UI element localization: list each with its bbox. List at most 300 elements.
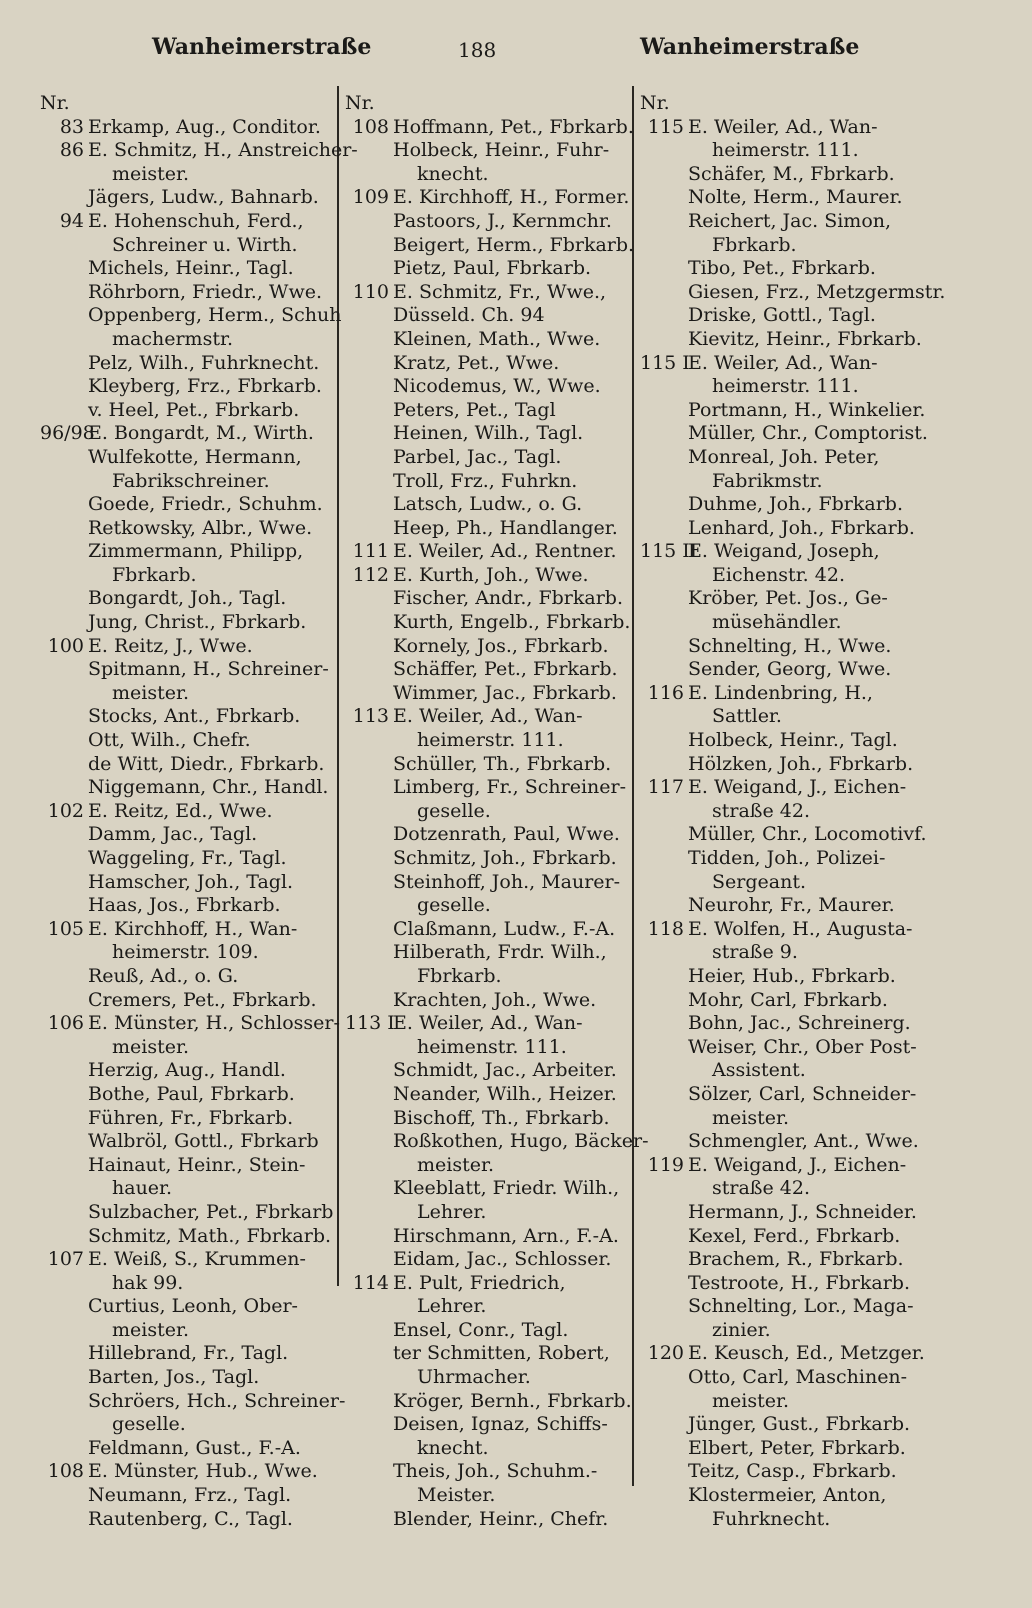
entry-text: Kornely, Jos., Fbrkarb.: [393, 634, 609, 657]
entry-text: Schmidt, Jac., Arbeiter.: [393, 1059, 617, 1082]
entry-text: Haas, Jos., Fbrkarb.: [88, 894, 281, 917]
directory-entry-line: [40, 1225, 330, 1249]
directory-entry-line: [40, 1272, 330, 1296]
entry-text: Kleinen, Math., Wwe.: [393, 327, 601, 350]
entry-text: E. Bongardt, M., Wirth.: [88, 422, 314, 445]
directory-entry-line: [640, 1225, 970, 1249]
entry-text: E. Weiler, Ad., Wan-: [393, 1012, 583, 1035]
directory-entry-line: [640, 1366, 970, 1390]
directory-entry-line: [640, 682, 970, 706]
directory-entry-line: [40, 163, 330, 187]
entry-text: Schreiner u. Wirth.: [112, 233, 298, 256]
entry-text: Schnelting, Lor., Maga-: [688, 1295, 914, 1318]
directory-entry-line: [345, 186, 645, 210]
directory-entry-line: [640, 800, 970, 824]
entry-text: E. Münster, Hub., Wwe.: [88, 1460, 318, 1483]
entry-text: Claßmann, Ludw., F.-A.: [393, 917, 616, 940]
directory-entry-line: [40, 1177, 330, 1201]
entry-text: Peters, Pet., Tagl: [393, 398, 556, 421]
directory-entry-line: [40, 941, 330, 965]
entry-text: Hölzken, Joh., Fbrkarb.: [688, 752, 914, 775]
directory-entry-line: [640, 1130, 970, 1154]
house-number: 113 I: [345, 1012, 395, 1035]
directory-entry-line: [345, 611, 645, 635]
entry-text: Führen, Fr., Fbrkarb.: [88, 1106, 294, 1129]
column-2: [345, 92, 649, 1542]
directory-entry-line: [640, 776, 970, 800]
entry-text: heimenstr. 111.: [417, 1035, 567, 1058]
directory-entry-line: [640, 234, 970, 258]
entry-text: Rautenberg, C., Tagl.: [88, 1507, 293, 1530]
house-number: 119: [647, 1153, 684, 1176]
entry-text: E. Lindenbring, H.,: [688, 681, 873, 704]
directory-entry-line: [640, 1248, 970, 1272]
directory-entry-line: [345, 564, 645, 588]
house-number: 108: [47, 1460, 84, 1483]
house-number: 115 I: [640, 351, 690, 374]
entry-text: Uhrmacher.: [417, 1366, 531, 1389]
entry-text: Monreal, Joh. Peter,: [688, 445, 880, 468]
directory-entry-line: [640, 635, 970, 659]
house-number: 94: [59, 209, 84, 232]
directory-entry-line: [40, 1036, 330, 1060]
entry-text: meister.: [417, 1153, 495, 1176]
entry-text: hak 99.: [112, 1271, 184, 1294]
directory-entry-line: [40, 540, 330, 564]
directory-entry-line: [40, 139, 358, 163]
entry-text: Wulfekotte, Hermann,: [88, 445, 302, 468]
directory-entry-line: [40, 918, 330, 942]
entry-text: Oppenberg, Herm., Schuh: [88, 304, 342, 327]
directory-entry-line: [345, 776, 645, 800]
entry-text: Brachem, R., Fbrkarb.: [688, 1248, 904, 1271]
house-number: 112: [352, 563, 389, 586]
entry-text: Kexel, Ferd., Fbrkarb.: [688, 1224, 901, 1247]
directory-entry-line: [345, 304, 645, 328]
directory-entry-line: [345, 1036, 645, 1060]
entry-text: E. Hohenschuh, Ferd.,: [88, 209, 304, 232]
directory-entry-line: [640, 1107, 970, 1131]
entry-text: Ensel, Conr., Tagl.: [393, 1318, 569, 1341]
directory-entry-line: [345, 540, 645, 564]
directory-entry-line: [640, 918, 970, 942]
entry-text: Hainaut, Heinr., Stein-: [88, 1153, 306, 1176]
directory-entry-line: [345, 281, 645, 305]
entry-text: Niggemann, Chr., Handl.: [88, 776, 329, 799]
entry-text: Schnelting, H., Wwe.: [688, 634, 892, 657]
directory-entry-line: [40, 989, 330, 1013]
entry-text: heimerstr. 111.: [417, 729, 564, 752]
entry-text: Retkowsky, Albr., Wwe.: [88, 516, 313, 539]
directory-entry-line: [345, 1083, 645, 1107]
entry-text: Lehrer.: [417, 1200, 487, 1223]
directory-entry-line: [345, 871, 645, 895]
directory-entry-line: [40, 682, 330, 706]
entry-text: Bothe, Paul, Fbrkarb.: [88, 1082, 295, 1105]
entry-text: heimerstr. 109.: [112, 941, 259, 964]
directory-entry-line: [640, 1272, 970, 1296]
directory-entry-line: [40, 705, 330, 729]
directory-entry-line: [345, 375, 645, 399]
entry-text: E. Weiler, Ad., Wan-: [688, 351, 878, 374]
directory-entry-line: [345, 587, 645, 611]
entry-text: Stocks, Ant., Fbrkarb.: [88, 705, 301, 728]
directory-entry-line: [40, 800, 330, 824]
entry-text: Ott, Wilh., Chefr.: [88, 729, 251, 752]
directory-entry-line: [640, 116, 970, 140]
directory-entry-line: [40, 776, 330, 800]
entry-text: Müller, Chr., Locomotivf.: [688, 823, 927, 846]
entry-text: E. Schmitz, H., Anstreicher-: [88, 139, 358, 162]
entry-text: Latsch, Ludw., o. G.: [393, 493, 583, 516]
entry-text: Kleyberg, Frz., Fbrkarb.: [88, 375, 322, 398]
directory-entry-line: [40, 1366, 330, 1390]
directory-entry-line: [640, 493, 970, 517]
directory-entry-line: [40, 847, 330, 871]
directory-entry-line: [345, 1059, 645, 1083]
entry-text: Röhrborn, Friedr., Wwe.: [88, 280, 323, 303]
house-number: 111: [352, 540, 389, 563]
directory-entry-line: [640, 894, 970, 918]
entry-text: Walbröl, Gottl., Fbrkarb: [88, 1130, 319, 1153]
directory-entry-line: [345, 1201, 645, 1225]
directory-entry-line: [345, 705, 645, 729]
directory-entry-line: [40, 210, 330, 234]
entry-text: E. Weigand, J., Eichen-: [688, 1153, 907, 1176]
entry-text: Bischoff, Th., Fbrkarb.: [393, 1106, 610, 1129]
entry-text: Duhme, Joh., Fbrkarb.: [688, 493, 904, 516]
house-number: 116: [647, 681, 684, 704]
entry-text: Testroote, H., Fbrkarb.: [688, 1271, 910, 1294]
directory-entry-line: [40, 823, 330, 847]
entry-text: Damm, Jac., Tagl.: [88, 823, 258, 846]
entry-text: Kleeblatt, Friedr. Wilh.,: [393, 1177, 620, 1200]
directory-entry-line: [640, 1154, 970, 1178]
directory-entry-line: [640, 328, 970, 352]
nr-label: Nr.: [40, 92, 70, 114]
directory-entry-line: [40, 1295, 330, 1319]
entry-text: Troll, Frz., Fuhrkn.: [393, 469, 578, 492]
directory-entry-line: [40, 1342, 330, 1366]
directory-entry-line: [40, 1413, 330, 1437]
directory-entry-line: [640, 1036, 970, 1060]
directory-entry-line: [40, 1107, 330, 1131]
entry-text: Schmengler, Ant., Wwe.: [688, 1130, 919, 1153]
house-number: 108: [352, 115, 389, 138]
directory-entry-line: [40, 1130, 330, 1154]
directory-entry-line: [345, 493, 645, 517]
house-number: 86: [59, 139, 84, 162]
entry-text: Giesen, Frz., Metzgermstr.: [688, 280, 946, 303]
entry-text: meister.: [112, 162, 190, 185]
entry-text: E. Weiß, S., Krummen-: [88, 1248, 306, 1271]
entry-text: Roßkothen, Hugo, Bäcker-: [393, 1130, 649, 1153]
house-number: 96/98: [40, 422, 95, 445]
directory-entry-line: [640, 304, 970, 328]
directory-entry-line: [640, 1508, 970, 1532]
entry-text: Jünger, Gust., Fbrkarb.: [688, 1413, 911, 1436]
entry-text: Kratz, Pet., Wwe.: [393, 351, 560, 374]
directory-entry-line: [345, 1460, 645, 1484]
entry-text: Schmitz, Math., Fbrkarb.: [88, 1224, 332, 1247]
directory-entry-line: [640, 446, 970, 470]
directory-entry-line: [345, 682, 645, 706]
entry-text: Eidam, Jac., Schlosser.: [393, 1248, 612, 1271]
entry-text: knecht.: [417, 162, 489, 185]
directory-entry-line: [345, 1319, 645, 1343]
entry-text: meister.: [712, 1389, 790, 1412]
page-number: 188: [458, 38, 497, 62]
directory-entry-line: [40, 422, 330, 446]
entry-text: Curtius, Leonh, Ober-: [88, 1295, 298, 1318]
directory-entry-line: [640, 375, 970, 399]
entry-text: Fabrikschreiner.: [112, 469, 270, 492]
entry-text: Müller, Chr., Comptorist.: [688, 422, 928, 445]
directory-entry-line: [640, 210, 970, 234]
directory-entry-line: [640, 1059, 970, 1083]
entry-text: Theis, Joh., Schuhm.-: [393, 1460, 598, 1483]
directory-entry-line: [40, 1389, 346, 1414]
entry-text: Sölzer, Carl, Schneider-: [688, 1082, 917, 1105]
entry-text: meister.: [712, 1106, 790, 1129]
entry-text: Dotzenrath, Paul, Wwe.: [393, 823, 620, 846]
house-number: 105: [47, 917, 84, 940]
entry-text: Heinen, Wilh., Tagl.: [393, 422, 584, 445]
entry-text: v. Heel, Pet., Fbrkarb.: [88, 398, 300, 421]
entry-text: Schmitz, Joh., Fbrkarb.: [393, 847, 617, 869]
directory-entry-line: [345, 352, 645, 376]
directory-entry-line: [640, 1295, 970, 1319]
house-number: 117: [647, 776, 684, 799]
directory-entry-line: [345, 446, 645, 470]
entry-text: E. Kirchhoff, H., Former.: [393, 186, 630, 209]
house-number: 110: [352, 280, 389, 303]
directory-entry-line: [40, 1437, 330, 1461]
directory-entry-line: [40, 304, 342, 328]
directory-entry-line: [345, 1508, 645, 1532]
entry-text: Pastoors, J., Kernmchr.: [393, 209, 612, 232]
directory-entry-line: [640, 871, 970, 895]
entry-text: Jägers, Ludw., Bahnarb.: [88, 186, 319, 209]
directory-entry-line: [345, 1413, 645, 1437]
entry-text: Neurohr, Fr., Maurer.: [688, 894, 895, 917]
directory-entry-line: [345, 1177, 645, 1201]
directory-entry-line: [640, 470, 970, 494]
entry-text: E. Weigand, Joseph,: [688, 540, 880, 563]
entry-text: Fabrikmstr.: [712, 469, 823, 492]
directory-entry-line: [345, 517, 645, 541]
directory-entry-line: [640, 1083, 970, 1107]
entry-text: Wimmer, Jac., Fbrkarb.: [393, 681, 617, 704]
nr-label: Nr.: [640, 92, 670, 114]
entry-text: Düsseld. Ch. 94: [393, 304, 545, 327]
entry-text: Kröger, Bernh., Fbrkarb.: [393, 1389, 632, 1412]
entry-text: Beigert, Herm., Fbrkarb.: [393, 233, 635, 256]
entry-text: Teitz, Casp., Fbrkarb.: [688, 1460, 897, 1483]
directory-entry-line: [640, 186, 970, 210]
directory-entry-line: [40, 564, 330, 588]
entry-text: Pelz, Wilh., Fuhrknecht.: [88, 351, 320, 374]
entry-text: Klostermeier, Anton,: [688, 1484, 887, 1507]
directory-entry-line: [640, 1319, 970, 1343]
directory-entry-line: [640, 611, 970, 635]
nr-label: Nr.: [345, 92, 375, 114]
directory-entry-line: [40, 281, 330, 305]
directory-entry-line: [640, 1390, 970, 1414]
directory-entry-line: [40, 1484, 330, 1508]
entry-text: E. Kirchhoff, H., Wan-: [88, 917, 298, 940]
directory-entry-line: [345, 658, 645, 682]
entry-text: Schäfer, M., Fbrkarb.: [688, 162, 895, 185]
directory-entry-line: [40, 116, 330, 140]
entry-text: heimerstr. 111.: [712, 375, 859, 398]
directory-entry-line: [40, 965, 330, 989]
entry-text: Steinhoff, Joh., Maurer-: [393, 870, 621, 893]
directory-entry-line: [40, 871, 330, 895]
entry-text: zinier.: [712, 1318, 771, 1341]
entry-text: Spitmann, H., Schreiner-: [88, 658, 329, 681]
entry-text: Jung, Christ., Fbrkarb.: [88, 611, 307, 634]
directory-entry-line: [640, 564, 970, 588]
directory-entry-line: [640, 1484, 970, 1508]
entry-text: Bohn, Jac., Schreinerg.: [688, 1012, 911, 1035]
directory-entry-line: [640, 281, 970, 305]
entry-text: E. Keusch, Ed., Metzger.: [688, 1342, 925, 1365]
directory-entry-line: [640, 1342, 970, 1366]
entry-text: E. Reitz, J., Wwe.: [88, 634, 253, 657]
directory-entry-line: [640, 705, 970, 729]
directory-entry-line: [345, 1154, 645, 1178]
entry-text: meister.: [112, 1035, 190, 1058]
entry-text: Hamscher, Joh., Tagl.: [88, 870, 294, 893]
entry-text: E. Reitz, Ed., Wwe.: [88, 799, 273, 822]
directory-entry-line: [640, 1201, 970, 1225]
directory-entry-line: [345, 800, 645, 824]
entry-text: Otto, Carl, Maschinen-: [688, 1366, 908, 1389]
entry-text: Fischer, Andr., Fbrkarb.: [393, 587, 623, 610]
entry-text: Lehrer.: [417, 1295, 487, 1318]
directory-entry-line: [640, 847, 970, 871]
directory-entry-line: [40, 635, 330, 659]
directory-entry-line: [345, 1272, 645, 1296]
house-number: 100: [47, 634, 84, 657]
entry-text: Holbeck, Heinr., Fuhr-: [393, 139, 610, 162]
entry-text: müsehändler.: [712, 611, 842, 634]
entry-text: Fuhrknecht.: [712, 1507, 831, 1530]
entry-text: Holbeck, Heinr., Tagl.: [688, 729, 898, 752]
directory-entry-line: [345, 1437, 645, 1461]
directory-entry-line: [640, 1460, 970, 1484]
directory-entry-line: [345, 257, 645, 281]
directory-entry-line: [640, 422, 970, 446]
entry-text: Kievitz, Heinr., Fbrkarb.: [688, 327, 922, 350]
house-number: 115 II: [640, 540, 698, 563]
entry-text: E. Weigand, J., Eichen-: [688, 776, 907, 799]
house-number: 114: [352, 1271, 389, 1294]
directory-entry-line: [345, 139, 645, 163]
directory-entry-line: [640, 540, 970, 564]
entry-text: Neumann, Frz., Tagl.: [88, 1484, 292, 1507]
entry-text: Fbrkarb.: [712, 233, 797, 256]
entry-text: hauer.: [112, 1177, 173, 1200]
entry-text: Tibo, Pet., Fbrkarb.: [688, 257, 876, 280]
directory-entry-line: [40, 375, 330, 399]
entry-text: Kurth, Engelb., Fbrkarb.: [393, 611, 631, 634]
entry-text: geselle.: [112, 1413, 186, 1436]
house-number: 120: [647, 1342, 684, 1365]
directory-entry-line: [40, 352, 330, 376]
house-number: 102: [47, 799, 84, 822]
entry-text: de Witt, Diedr., Fbrkarb.: [88, 752, 325, 775]
entry-text: Goede, Friedr., Schuhm.: [88, 493, 323, 516]
directory-entry-line: [40, 894, 330, 918]
directory-entry-line: [40, 1059, 330, 1083]
column-rule: [337, 86, 339, 1286]
entry-text: Reichert, Jac. Simon,: [688, 209, 892, 232]
directory-entry-line: [40, 658, 330, 682]
directory-entry-line: [640, 941, 970, 965]
directory-entry-line: [345, 635, 645, 659]
directory-entry-line: [40, 611, 330, 635]
directory-entry-line: [345, 210, 645, 234]
directory-entry-line: [40, 1083, 330, 1107]
entry-text: E. Kurth, Joh., Wwe.: [393, 563, 589, 586]
directory-entry-line: [345, 989, 645, 1013]
entry-text: straße 42.: [712, 1177, 810, 1200]
entry-text: Weiser, Chr., Ober Post-: [688, 1035, 917, 1058]
directory-entry-line: [40, 470, 330, 494]
directory-entry-line: [345, 729, 645, 753]
entry-text: Assistent.: [712, 1059, 806, 1082]
entry-text: Reuß, Ad., o. G.: [88, 964, 239, 987]
directory-entry-line: [40, 1248, 330, 1272]
entry-text: Nolte, Herm., Maurer.: [688, 186, 903, 209]
directory-entry-line: [40, 399, 330, 423]
entry-text: Waggeling, Fr., Tagl.: [88, 847, 287, 869]
entry-text: Limberg, Fr., Schreiner-: [393, 776, 627, 799]
directory-entry-line: [345, 847, 645, 871]
entry-text: Lenhard, Joh., Fbrkarb.: [688, 516, 915, 539]
entry-text: meister.: [112, 681, 190, 704]
entry-text: Erkamp, Aug., Conditor.: [88, 115, 321, 138]
directory-entry-line: [640, 163, 970, 187]
entry-text: Bongardt, Joh., Tagl.: [88, 587, 287, 610]
directory-entry-line: [345, 823, 645, 847]
directory-entry-line: [640, 1177, 970, 1201]
directory-entry-line: [640, 1012, 970, 1036]
directory-entry-line: [345, 470, 645, 494]
entry-text: straße 42.: [712, 799, 810, 822]
directory-entry-line: [40, 587, 330, 611]
directory-entry-line: [40, 1154, 330, 1178]
entry-text: Cremers, Pet., Fbrkarb.: [88, 988, 317, 1011]
entry-text: E. Weiler, Ad., Rentner.: [393, 540, 617, 563]
directory-entry-line: [640, 1437, 970, 1461]
entry-text: Schröers, Hch., Schreiner-: [88, 1389, 346, 1412]
entry-text: Fbrkarb.: [112, 563, 197, 586]
entry-text: Sender, Georg, Wwe.: [688, 658, 892, 681]
entry-text: Nicodemus, W., Wwe.: [393, 375, 601, 398]
directory-entry-line: [345, 753, 645, 777]
directory-entry-line: [40, 1508, 330, 1532]
entry-text: E. Schmitz, Fr., Wwe.,: [393, 280, 607, 303]
entry-text: E. Münster, H., Schlosser-: [88, 1012, 340, 1035]
directory-entry-line: [40, 1200, 334, 1225]
entry-text: Kröber, Pet. Jos., Ge-: [688, 587, 888, 610]
directory-entry-line: [345, 163, 645, 187]
directory-entry-line: [640, 658, 970, 682]
directory-entry-line: [640, 753, 970, 777]
